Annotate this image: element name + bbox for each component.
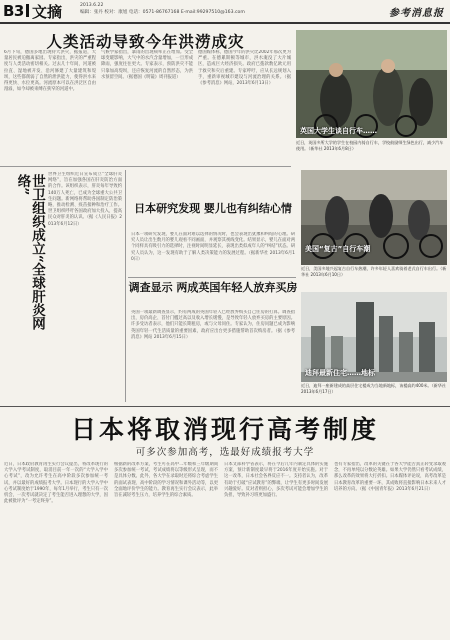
divider-2 — [128, 277, 296, 278]
photo1-overlay: 英国大学生谈自行车…… — [300, 127, 377, 135]
article-flood-title: 人类活动导致今年洪涝成灾 — [46, 32, 245, 51]
photo-retro-bikes — [301, 170, 447, 265]
section-title: 文摘 — [32, 3, 63, 21]
sidebar-hepatitis-body: 世界卫生组织近日宣布成立“全球肝炎网络”，旨在加强各国在肝炎防治方面的合作。该组织表示，肝炎每年导致约140万人死亡，已成为全球重大公共卫生问题。新网络将帮助各国制定防治策略，推动检测、疫苗接种和治疗工作。世卫组织呼吁各国政府加大投入，提高民众对肝炎的认识。（据《人民日报》2013年6月12日） — [48, 172, 122, 227]
photo3-overlay: 迪拜最新住宅……地标 — [305, 369, 375, 377]
header-rule — [0, 22, 450, 24]
photo1-caption: 近日，英国多所大学的学生在校园内骑自行车，学校鼓励师生绿色出行，减少汽车使用。（新华社 2013年6月8日） — [296, 140, 444, 151]
divider-main — [0, 406, 450, 407]
article-japan-col1: 近日，日本政府教育再生实行会议提出，将改革现行的大学入学考试制度，取消目前一年一次的“大学入学中心考试”，改为允许考生在高中阶段多次参加统一考试，并以最好的成绩报考大学。日本现行的大学入学中心考试制度始于1990年，每年1月举行，考生只有一次机会，一次考试就决定了考生能否进入理想的大学，因此被批评为“一考定终身”。 — [4, 462, 108, 505]
sidebar-hepatitis-title: 世卫组织成立“全球肝炎网络” — [14, 174, 45, 331]
article-uk-housing-body: 英国一项最新调查显示，约有两成的英国年轻人已经放弃购买自己住房的打算。调查指出，房价高企、首付门槛过高以及收入增长缓慢，是导致年轻人放弃买房的主要原因。许多受访者表示，他们只能长期租房，或与父母同住。专家认为，住房问题已成为影响英国年轻一代生活质量的重要因素，政府应出台更多措施帮助首次购房者。（据《参考消息》网站 2013年6月15日） — [131, 310, 295, 340]
photo2-caption: 近日，美国多地兴起复古自行车热潮，许多年轻人喜欢骑着老式自行车出行。（新华社 2013年6月10日） — [301, 266, 447, 277]
page-code: B3 — [3, 2, 24, 20]
photo-bicycles-uk — [296, 30, 447, 138]
masthead-logo: 参考消息报 — [389, 8, 444, 19]
article-baby-body: 日本一项研究发现，婴儿在面对难以选择的情况时，也会表现出犹豫和纠结的心理。研究人员让出生数月的婴儿观看不同画面，并观察其视线变化。结果显示，婴儿在面对两个同样具有吸引力的选择时，注视时间明显延长，表现出类似成年人的“纠结”状态。研究人员认为，这一发现有助于了解人类决策能力的发展过程。（据新华社 2013年6月10日） — [131, 232, 295, 262]
photo2-overlay: 美国“复古”自行车潮 — [305, 245, 371, 253]
header-bar — [26, 4, 29, 17]
divider-1 — [0, 166, 291, 167]
divider-vert-1 — [125, 170, 126, 402]
article-flood-col1: 6月下旬，德国多地出现特大洪灾，据报道，大量居民被迫撤离家园。专家指出，洪灾的严重程度与人类活动密切相关。过去几十年间，河道被拉直、湿地被开发、沿河修建了大量建筑和堤坝，这些都削弱了自然的泄洪能力，使得洪水来得更快、水位更高。河流原本可以在洪泛区自由漫溢，如今却被束缚在狭窄的河道中。 — [4, 50, 96, 93]
article-flood-col3: 德国媒体称，德国今年的洪灾比2002年那次更为严重。在德累斯顿等城市，洪水淹没了大片城区，造成巨大经济损失。政府已拨款数亿欧元用于救灾和灾后重建。专家呼吁，应从长远规划入手，重新审视城市建设与河流治理的关系。（据《参考消息》网站，2013年6月13日） — [198, 50, 291, 87]
article-baby-title: 日本研究发现 婴儿也有纠结心情 — [134, 202, 292, 215]
article-flood-col2: 气候学家指出，暴雨的出现频率正在增加。受全球变暖影响，大气中的水汽含量增加，一旦形成降雨，强度往往更大。专家表示，预防洪灾不能只靠加高堤坝，还应恢复河流的自然形态，为洪水预留空间。（据德国《明镜》周刊报道） — [101, 50, 193, 80]
page-header — [0, 0, 450, 24]
issue-date: 2013.6.22 — [80, 3, 104, 8]
editor-info: 编辑：张丹 校对：康旭 电话：0571-86767168 E-mail:99297510@163.com — [80, 10, 245, 15]
article-japan-exam-title: 日本将取消现行高考制度 — [70, 415, 379, 444]
article-japan-exam-subtitle: 可多次参加高考，选最好成绩报考大学 — [135, 447, 315, 458]
article-japan-col4: 也有专家指出，改革的关键在于各大学能否真正转变录取观念，不再单纯以分数论英雄。如果大学仍然只看考试成绩，那么改革的效果将大打折扣。日本媒体评论说，高考改革是日本教育改革的重要一环，其成败将直接影响日本未来人才培养的方向。（据《中国青年报》2013年6月21日） — [334, 462, 446, 492]
article-japan-col2: 根据新的改革方案，考生可在高中二年级和三年级期间多次参加统一考试，考试成绩将以等级形式呈现，而不是具体分数。此外，各大学在录取时还将综合考虑学生的面试表现、高中阶段的学习情况和课外活动等，以更全面地评价学生的能力。教育再生实行会议表示，此举旨在减轻考生压力，培养学生的综合素质。 — [114, 462, 218, 499]
photo3-caption: 近日，迪拜一座新建成的高层住宅楼成为当地新地标，该楼高约400米。（新华社 2013年6月17日） — [301, 383, 446, 394]
article-uk-housing-title: 调查显示 两成英国年轻人放弃买房 — [128, 281, 298, 294]
photo-dubai-tower — [301, 292, 447, 382]
article-japan-col3: 日本文部科学省表示，将在今后几年内制定具体的实施方案，预计新制度最早将于2016年度开始实施。对于这一改革，日本社会各界反应不一。支持者认为，改革有助于打破“应试教育”的弊端，让学生有更多时间发展兴趣爱好。反对者则担心，多次考试可能会增加学生的负担，导致补习班更加盛行。 — [224, 462, 328, 499]
